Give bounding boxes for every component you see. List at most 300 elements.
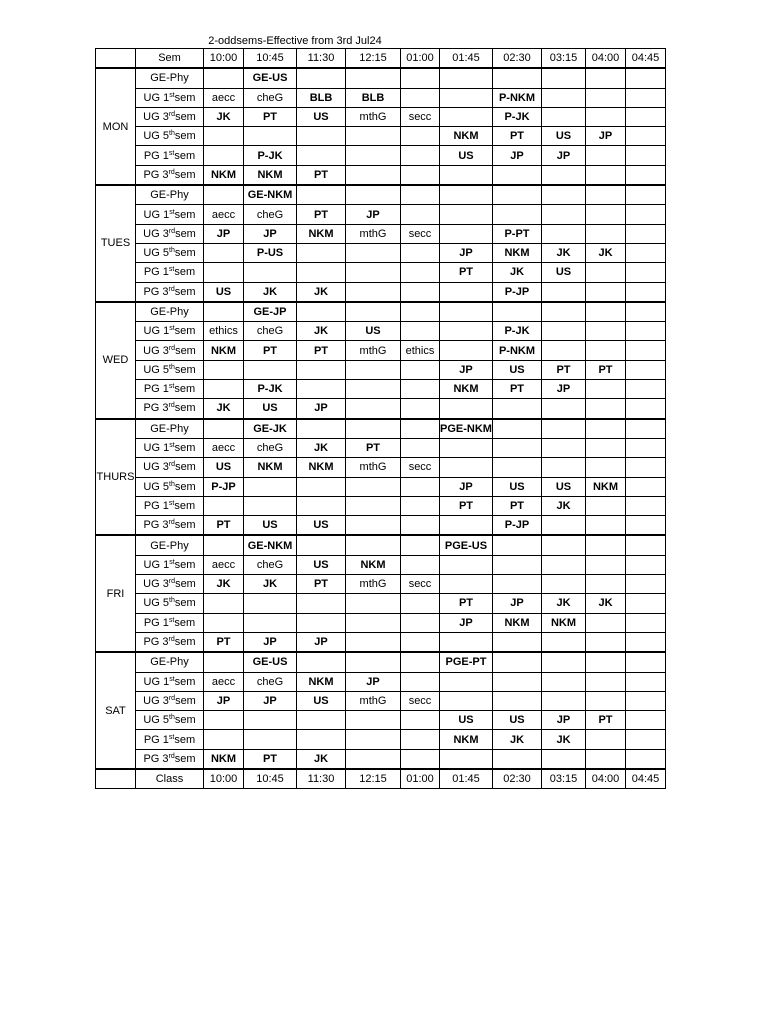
slot-cell: [493, 555, 542, 574]
header-time: 01:45: [440, 49, 493, 69]
footer-time: 12:15: [346, 769, 401, 789]
slot-cell: [626, 224, 666, 243]
table-row: [96, 516, 666, 536]
slot-cell: [297, 613, 346, 632]
slot-cell: [346, 730, 401, 749]
slot-cell: [244, 730, 297, 749]
slot-cell: PGE-NKM: [440, 419, 493, 439]
slot-cell: [440, 672, 493, 691]
slot-cell: [626, 419, 666, 439]
sem-ordinal: rd: [168, 111, 176, 119]
slot-cell: PT: [493, 380, 542, 399]
sem-suffix: sem: [174, 636, 196, 649]
slot-cell: PT: [440, 496, 493, 515]
sem-ordinal: th: [169, 480, 175, 488]
sem-suffix: sem: [174, 383, 196, 396]
sem-suffix: sem: [174, 480, 196, 493]
table-row: [96, 419, 666, 439]
slot-cell: [204, 380, 244, 399]
slot-cell: JP: [204, 224, 244, 243]
footer-time: 03:15: [542, 769, 586, 789]
table-row: [96, 224, 666, 243]
slot-cell: [493, 165, 542, 185]
table-row: [96, 477, 666, 496]
sem-ordinal: st: [168, 616, 175, 624]
slot-cell: [346, 360, 401, 379]
slot-cell: PT: [297, 575, 346, 594]
slot-cell: [346, 165, 401, 185]
slot-cell: [542, 672, 586, 691]
header-sem-label: Sem: [136, 49, 204, 69]
slot-cell: [440, 341, 493, 360]
slot-cell: JK: [542, 594, 586, 613]
table-row: [96, 496, 666, 515]
slot-cell: [244, 613, 297, 632]
sem-ordinal: rd: [168, 168, 175, 176]
slot-cell: US: [542, 127, 586, 146]
slot-cell: secc: [401, 224, 440, 243]
table-row: [96, 282, 666, 302]
slot-cell: [493, 302, 542, 322]
slot-cell: [204, 711, 244, 730]
sem-ordinal: rd: [168, 285, 175, 293]
slot-cell: [586, 263, 626, 282]
slot-cell: JP: [346, 672, 401, 691]
slot-cell: cheG: [244, 438, 297, 457]
slot-cell: P-NKM: [493, 341, 542, 360]
slot-cell: P-US: [244, 243, 297, 262]
slot-cell: US: [297, 691, 346, 710]
slot-cell: [626, 691, 666, 710]
slot-cell: [346, 243, 401, 262]
sem-ordinal: st: [169, 675, 175, 683]
slot-cell: [440, 107, 493, 126]
sem-label-text: UG 3: [143, 111, 169, 124]
slot-cell: [244, 127, 297, 146]
slot-cell: [542, 282, 586, 302]
day-label: THURS: [96, 419, 136, 536]
sem-label: [136, 302, 204, 322]
slot-cell: P-JK: [244, 380, 297, 399]
slot-cell: JK: [542, 496, 586, 515]
table-row: [96, 575, 666, 594]
slot-cell: PT: [297, 205, 346, 224]
sem-suffix: sem: [174, 499, 196, 512]
slot-cell: [586, 691, 626, 710]
slot-cell: [626, 399, 666, 419]
sem-label-text: UG 1: [143, 442, 170, 455]
sem-label-text: UG 1: [143, 91, 170, 104]
slot-cell: [401, 380, 440, 399]
slot-cell: [542, 341, 586, 360]
slot-cell: PT: [244, 749, 297, 769]
slot-cell: [244, 496, 297, 515]
sem-suffix: sem: [174, 168, 196, 181]
slot-cell: PT: [440, 594, 493, 613]
slot-cell: [346, 535, 401, 555]
slot-cell: [626, 360, 666, 379]
slot-cell: [542, 575, 586, 594]
slot-cell: [401, 516, 440, 536]
sem-suffix: sem: [174, 714, 196, 727]
sem-label-text: GE-Phy: [150, 72, 189, 85]
day-label: MON: [96, 68, 136, 185]
slot-cell: GE-NKM: [244, 535, 297, 555]
slot-cell: [493, 535, 542, 555]
slot-cell: [401, 127, 440, 146]
slot-cell: [586, 146, 626, 165]
slot-cell: NKM: [586, 477, 626, 496]
sem-suffix: sem: [174, 285, 196, 298]
slot-cell: US: [244, 516, 297, 536]
slot-cell: [401, 496, 440, 515]
slot-cell: [346, 185, 401, 205]
sem-label: [136, 380, 204, 399]
slot-cell: NKM: [346, 555, 401, 574]
sem-label-text: GE-Phy: [150, 306, 189, 318]
day-label: SAT: [96, 652, 136, 769]
slot-cell: [297, 419, 346, 439]
sem-label: [136, 68, 204, 88]
slot-cell: [346, 263, 401, 282]
slot-cell: [626, 594, 666, 613]
slot-cell: NKM: [204, 165, 244, 185]
table-row: [96, 68, 666, 88]
sem-suffix: sem: [174, 752, 196, 765]
slot-cell: [586, 302, 626, 322]
sem-label: [136, 477, 204, 496]
header-time: 04:45: [626, 49, 666, 69]
corner-cell: [96, 769, 136, 789]
sem-label-text: UG 1: [143, 675, 170, 688]
slot-cell: [244, 477, 297, 496]
slot-cell: [586, 632, 626, 652]
slot-cell: JK: [297, 438, 346, 457]
slot-cell: [297, 263, 346, 282]
slot-cell: JK: [586, 243, 626, 262]
sem-label: [136, 127, 204, 146]
slot-cell: PT: [440, 263, 493, 282]
sem-label-text: UG 3: [143, 344, 169, 357]
slot-cell: cheG: [244, 205, 297, 224]
header-time: 04:00: [586, 49, 626, 69]
slot-cell: [401, 419, 440, 439]
slot-cell: JK: [542, 243, 586, 262]
footer-time: 04:45: [626, 769, 666, 789]
sem-label: [136, 516, 204, 536]
slot-cell: NKM: [204, 341, 244, 360]
slot-cell: [626, 380, 666, 399]
slot-cell: [297, 243, 346, 262]
sem-suffix: sem: [174, 519, 196, 532]
sem-suffix: sem: [174, 91, 196, 104]
sem-label-text: UG 1: [143, 558, 170, 571]
slot-cell: PT: [297, 165, 346, 185]
slot-cell: [346, 711, 401, 730]
slot-cell: [204, 185, 244, 205]
table-row: [96, 205, 666, 224]
slot-cell: [626, 88, 666, 107]
slot-cell: [346, 419, 401, 439]
slot-cell: [542, 88, 586, 107]
slot-cell: [586, 438, 626, 457]
slot-cell: BLB: [346, 88, 401, 107]
slot-cell: [346, 302, 401, 322]
slot-cell: [542, 205, 586, 224]
slot-cell: [626, 438, 666, 457]
slot-cell: [401, 535, 440, 555]
sem-label: [136, 594, 204, 613]
table-row: [96, 322, 666, 341]
sem-label-text: UG 5: [143, 130, 170, 143]
slot-cell: [542, 185, 586, 205]
slot-cell: [542, 224, 586, 243]
sem-label-text: UG 3: [143, 694, 169, 707]
slot-cell: aecc: [204, 555, 244, 574]
slot-cell: [244, 594, 297, 613]
slot-cell: mthG: [346, 575, 401, 594]
slot-cell: [626, 282, 666, 302]
header-time: 02:30: [493, 49, 542, 69]
table-row: [96, 711, 666, 730]
slot-cell: [586, 322, 626, 341]
slot-cell: JK: [297, 749, 346, 769]
sem-suffix: sem: [174, 733, 196, 746]
slot-cell: JK: [586, 594, 626, 613]
slot-cell: [542, 535, 586, 555]
sem-label-text: UG 3: [143, 227, 169, 240]
slot-cell: [204, 146, 244, 165]
sem-ordinal: st: [168, 383, 175, 391]
sem-suffix: sem: [174, 363, 196, 376]
slot-cell: [297, 185, 346, 205]
slot-cell: PT: [586, 360, 626, 379]
slot-cell: PT: [204, 516, 244, 536]
slot-cell: [586, 749, 626, 769]
slot-cell: [440, 282, 493, 302]
slot-cell: GE-JP: [244, 302, 297, 322]
slot-cell: [346, 749, 401, 769]
sem-label: [136, 205, 204, 224]
slot-cell: [586, 380, 626, 399]
table-row: [96, 263, 666, 282]
sem-label-text: UG 5: [143, 714, 170, 727]
slot-cell: [626, 652, 666, 672]
slot-cell: mthG: [346, 224, 401, 243]
slot-cell: GE-US: [244, 68, 297, 88]
slot-cell: NKM: [297, 458, 346, 477]
slot-cell: [401, 185, 440, 205]
sem-ordinal: st: [168, 149, 175, 157]
slot-cell: mthG: [346, 107, 401, 126]
slot-cell: [626, 107, 666, 126]
table-row: [96, 185, 666, 205]
table-row: [96, 165, 666, 185]
sem-label-text: PG 3: [143, 636, 169, 649]
slot-cell: JP: [542, 380, 586, 399]
sem-label-text: PG 3: [143, 285, 169, 298]
slot-cell: [204, 613, 244, 632]
slot-cell: [297, 711, 346, 730]
slot-cell: [586, 555, 626, 574]
slot-cell: [297, 496, 346, 515]
slot-cell: [401, 672, 440, 691]
slot-cell: [586, 575, 626, 594]
sem-label: [136, 555, 204, 574]
slot-cell: aecc: [204, 672, 244, 691]
slot-cell: [626, 165, 666, 185]
footer-row: [96, 769, 666, 789]
sem-ordinal: th: [169, 363, 175, 371]
slot-cell: [346, 613, 401, 632]
slot-cell: JK: [493, 730, 542, 749]
slot-cell: [401, 652, 440, 672]
slot-cell: [401, 749, 440, 769]
slot-cell: [626, 672, 666, 691]
slot-cell: [401, 399, 440, 419]
sem-label-text: PG 3: [143, 519, 169, 532]
sem-label-text: GE-Phy: [150, 189, 189, 202]
sem-label: [136, 691, 204, 710]
sem-label-text: PG 3: [143, 168, 169, 181]
sem-label: [136, 458, 204, 477]
slot-cell: JP: [244, 691, 297, 710]
sem-suffix: sem: [174, 616, 196, 629]
sem-suffix: sem: [175, 461, 196, 474]
slot-cell: [586, 224, 626, 243]
sem-label: [136, 341, 204, 360]
sem-suffix: sem: [174, 266, 196, 279]
sem-ordinal: rd: [168, 578, 176, 586]
sem-label: [136, 399, 204, 419]
slot-cell: [626, 555, 666, 574]
slot-cell: NKM: [440, 380, 493, 399]
slot-cell: ethics: [204, 322, 244, 341]
slot-cell: [401, 438, 440, 457]
slot-cell: JK: [204, 399, 244, 419]
slot-cell: [401, 613, 440, 632]
slot-cell: PGE-PT: [440, 652, 493, 672]
slot-cell: [346, 632, 401, 652]
header-time: 01:00: [401, 49, 440, 69]
slot-cell: cheG: [244, 672, 297, 691]
sem-label: [136, 165, 204, 185]
slot-cell: [542, 107, 586, 126]
table-row: [96, 127, 666, 146]
slot-cell: [626, 749, 666, 769]
slot-cell: BLB: [297, 88, 346, 107]
slot-cell: [401, 632, 440, 652]
slot-cell: [542, 516, 586, 536]
slot-cell: [401, 555, 440, 574]
sem-label-text: PG 1: [143, 149, 169, 162]
table-row: [96, 730, 666, 749]
slot-cell: [586, 107, 626, 126]
sem-ordinal: st: [169, 325, 175, 333]
slot-cell: [401, 282, 440, 302]
sem-suffix: sem: [174, 325, 196, 338]
slot-cell: cheG: [244, 555, 297, 574]
slot-cell: JP: [586, 127, 626, 146]
slot-cell: [626, 496, 666, 515]
slot-cell: JP: [440, 613, 493, 632]
slot-cell: [586, 68, 626, 88]
slot-cell: [586, 205, 626, 224]
slot-cell: [440, 399, 493, 419]
slot-cell: [542, 419, 586, 439]
sem-ordinal: st: [169, 442, 175, 450]
sem-label: [136, 496, 204, 515]
slot-cell: [440, 749, 493, 769]
slot-cell: [493, 68, 542, 88]
slot-cell: JK: [244, 575, 297, 594]
sem-ordinal: st: [169, 558, 175, 566]
footer-time: 01:45: [440, 769, 493, 789]
slot-cell: [401, 88, 440, 107]
table-row: [96, 360, 666, 379]
slot-cell: P-NKM: [493, 88, 542, 107]
header-time: 12:15: [346, 49, 401, 69]
slot-cell: [346, 282, 401, 302]
slot-cell: [346, 477, 401, 496]
slot-cell: NKM: [440, 127, 493, 146]
slot-cell: PT: [493, 496, 542, 515]
slot-cell: GE-US: [244, 652, 297, 672]
slot-cell: [542, 438, 586, 457]
slot-cell: P-JP: [204, 477, 244, 496]
sem-ordinal: rd: [168, 519, 175, 527]
slot-cell: PT: [297, 341, 346, 360]
slot-cell: [401, 711, 440, 730]
slot-cell: [586, 730, 626, 749]
slot-cell: [401, 730, 440, 749]
slot-cell: NKM: [542, 613, 586, 632]
sem-label: [136, 88, 204, 107]
slot-cell: [626, 341, 666, 360]
slot-cell: [297, 146, 346, 165]
slot-cell: NKM: [493, 243, 542, 262]
slot-cell: JK: [204, 575, 244, 594]
day-label: FRI: [96, 535, 136, 652]
slot-cell: [440, 691, 493, 710]
slot-cell: US: [204, 458, 244, 477]
slot-cell: [586, 282, 626, 302]
header-time: 10:00: [204, 49, 244, 69]
slot-cell: [626, 263, 666, 282]
slot-cell: [346, 399, 401, 419]
slot-cell: US: [440, 711, 493, 730]
slot-cell: JP: [542, 711, 586, 730]
slot-cell: [542, 458, 586, 477]
footer-time: 04:00: [586, 769, 626, 789]
slot-cell: NKM: [440, 730, 493, 749]
slot-cell: JP: [440, 360, 493, 379]
slot-cell: [626, 127, 666, 146]
slot-cell: [204, 243, 244, 262]
slot-cell: [542, 652, 586, 672]
slot-cell: [493, 185, 542, 205]
sem-label: [136, 146, 204, 165]
sem-ordinal: rd: [168, 694, 176, 702]
sem-ordinal: th: [169, 130, 175, 138]
slot-cell: JP: [346, 205, 401, 224]
slot-cell: [346, 380, 401, 399]
slot-cell: [626, 632, 666, 652]
footer-time: 01:00: [401, 769, 440, 789]
slot-cell: JP: [542, 146, 586, 165]
table-row: [96, 555, 666, 574]
slot-cell: [244, 263, 297, 282]
